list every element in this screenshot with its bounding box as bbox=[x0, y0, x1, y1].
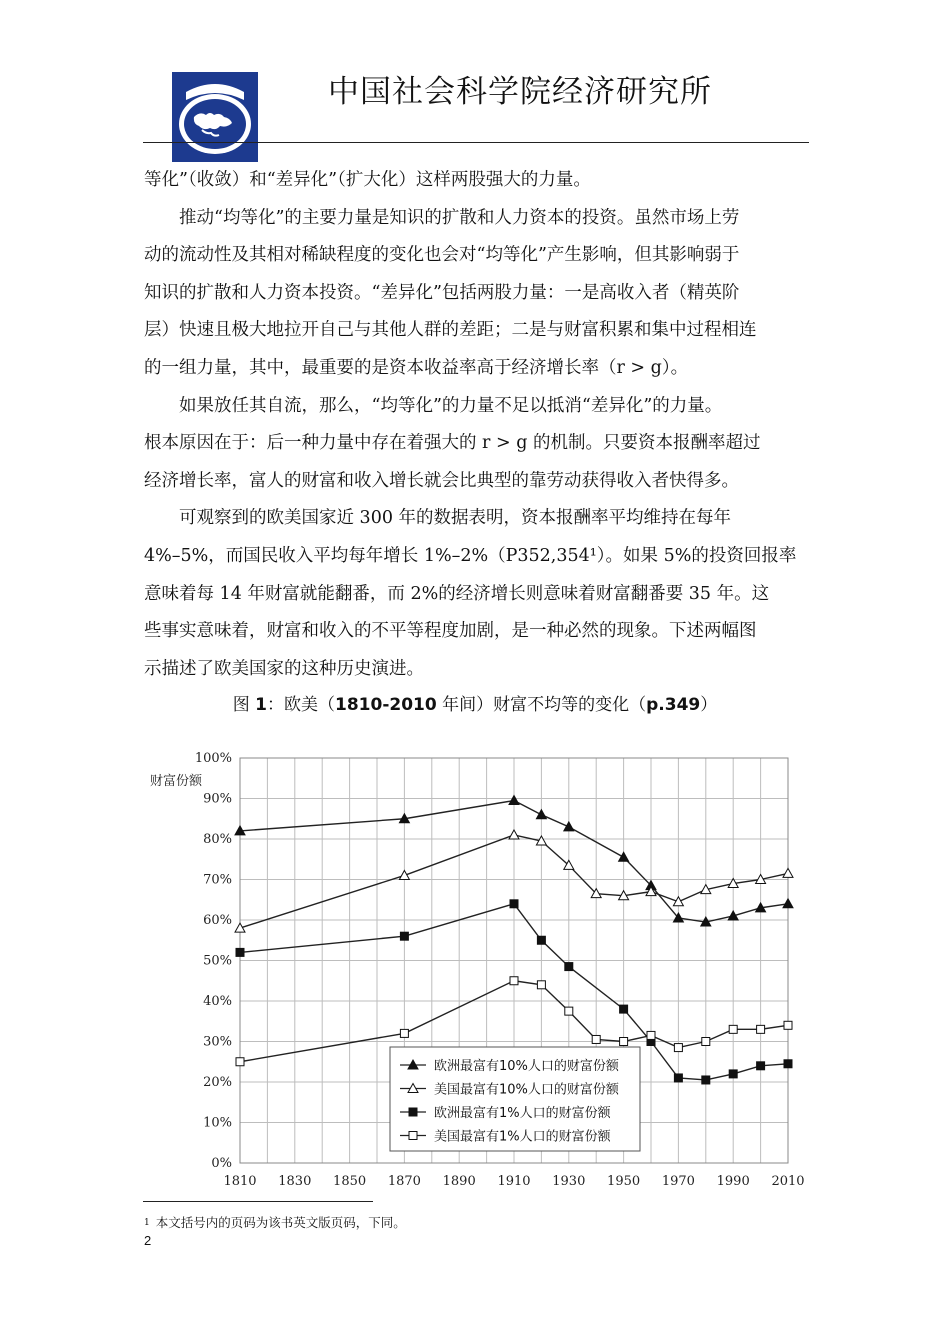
data-point bbox=[509, 796, 519, 805]
caption-end: ） bbox=[700, 695, 718, 715]
footnote-divider bbox=[143, 1201, 373, 1202]
y-tick-label: 50% bbox=[203, 953, 232, 969]
x-tick-label: 1970 bbox=[661, 1174, 695, 1189]
y-axis-label: 财富份额 bbox=[150, 774, 203, 789]
text-line: 如果放任其自流，那么，“均等化”的力量不足以抵消“差异化”的力量。 bbox=[179, 395, 723, 416]
institute-logo bbox=[172, 72, 258, 162]
footnote-mark: 1 bbox=[144, 1218, 150, 1228]
data-point bbox=[620, 1038, 628, 1046]
footnote bbox=[144, 1213, 406, 1231]
data-point bbox=[702, 1038, 710, 1046]
legend-marker bbox=[409, 1132, 417, 1140]
data-point bbox=[536, 810, 546, 819]
y-tick-label: 80% bbox=[203, 832, 232, 847]
data-point bbox=[757, 1025, 765, 1033]
data-point bbox=[565, 963, 573, 971]
x-tick-label: 1870 bbox=[387, 1174, 421, 1189]
page-number: 2 bbox=[144, 1233, 152, 1248]
data-point bbox=[400, 1029, 408, 1037]
wealth-inequality-chart bbox=[140, 740, 820, 1200]
y-tick-label: 30% bbox=[203, 1034, 232, 1050]
footnote-text: 本文括号内的页码为该书英文版页码，下同。 bbox=[155, 1215, 406, 1230]
y-tick-label: 90% bbox=[203, 791, 232, 807]
data-point bbox=[537, 981, 545, 989]
x-tick-label: 1810 bbox=[223, 1174, 257, 1189]
text-line: 层）快速且极大地拉开自己与其他人群的差距；二是与财富积累和集中过程相连 bbox=[144, 320, 757, 341]
legend-label: 美国最富有10%人口的财富份额 bbox=[434, 1082, 619, 1098]
y-tick-label: 70% bbox=[203, 872, 232, 888]
legend-label: 美国最富有1%人口的财富份额 bbox=[434, 1129, 611, 1145]
paragraph bbox=[144, 162, 808, 200]
x-tick-label: 1990 bbox=[716, 1174, 750, 1189]
text-line: 些事实意味着，财富和收入的不平等程度加剧，是一种必然的现象。下述两幅图 bbox=[144, 621, 757, 642]
caption-page: p.349 bbox=[646, 695, 701, 715]
data-point bbox=[510, 977, 518, 985]
figure-caption bbox=[0, 690, 950, 715]
data-point bbox=[673, 897, 683, 906]
data-point bbox=[729, 1070, 737, 1078]
text-line: 根本原因在于：后一种力量中存在着强大的 r > g 的机制。只要资本报酬率超过 bbox=[144, 433, 761, 454]
legend-label: 欧洲最富有1%人口的财富份额 bbox=[434, 1106, 611, 1121]
legend-marker bbox=[409, 1108, 417, 1116]
data-point bbox=[784, 1021, 792, 1029]
data-point bbox=[400, 932, 408, 940]
y-tick-label: 40% bbox=[203, 994, 232, 1009]
paragraph bbox=[144, 500, 808, 688]
data-point bbox=[757, 1062, 765, 1070]
y-tick-label: 10% bbox=[203, 1115, 232, 1131]
y-tick-label: 20% bbox=[203, 1075, 232, 1090]
caption-text: ：欧美（ bbox=[267, 695, 336, 715]
y-tick-label: 60% bbox=[203, 913, 232, 928]
y-tick-label: 100% bbox=[194, 751, 232, 766]
data-point bbox=[783, 868, 793, 877]
text-line: 知识的扩散和人力资本投资。“差异化”包括两股力量：一是高收入者（精英阶 bbox=[144, 282, 740, 303]
data-point bbox=[702, 1076, 710, 1084]
paragraph bbox=[144, 200, 808, 388]
header-divider bbox=[143, 142, 809, 143]
caption-text-2: 年间）财富不均等的变化（ bbox=[436, 695, 647, 715]
data-point bbox=[729, 1025, 737, 1033]
institute-name: 中国社会科学院经济研究所 bbox=[328, 74, 712, 110]
data-point bbox=[619, 852, 629, 861]
x-tick-label: 1830 bbox=[278, 1174, 312, 1189]
x-tick-label: 1910 bbox=[497, 1174, 531, 1189]
caption-number: 1 bbox=[255, 695, 268, 715]
x-tick-label: 2010 bbox=[771, 1174, 805, 1189]
data-point bbox=[537, 936, 545, 944]
text-line: 意味着每 14 年财富就能翻番，而 2%的经济增长则意味着财富翻番要 35 年。这 bbox=[144, 583, 770, 604]
x-tick-label: 1930 bbox=[552, 1174, 586, 1189]
text-line: 动的流动性及其相对稀缺程度的变化也会对“均等化”产生影响，但其影响弱于 bbox=[144, 245, 740, 266]
caption-prefix: 图 bbox=[232, 695, 256, 715]
text-line: 等化”（收敛）和“差异化”（扩大化）这样两股强大的力量。 bbox=[144, 170, 591, 190]
text-line: 经济增长率，富人的财富和收入增长就会比典型的靠劳动获得收入者快得多。 bbox=[144, 470, 739, 491]
data-point bbox=[564, 822, 574, 831]
paragraph bbox=[144, 388, 808, 501]
data-point bbox=[784, 1060, 792, 1068]
data-point bbox=[647, 1031, 655, 1039]
text-line: 示描述了欧美国家的这种历史演进。 bbox=[144, 658, 424, 679]
x-tick-label: 1850 bbox=[333, 1174, 367, 1189]
data-point bbox=[674, 1044, 682, 1052]
data-point bbox=[674, 1074, 682, 1082]
data-point bbox=[592, 1035, 600, 1043]
data-point bbox=[509, 830, 519, 839]
x-tick-label: 1950 bbox=[607, 1174, 641, 1189]
text-line: 可观察到的欧美国家近 300 年的数据表明，资本报酬率平均维持在每年 bbox=[179, 508, 732, 529]
data-point bbox=[236, 1058, 244, 1066]
text-line: 的一组力量，其中，最重要的是资本收益率高于经济增长率（r > g）。 bbox=[144, 357, 689, 378]
data-point bbox=[510, 900, 518, 908]
data-point bbox=[620, 1005, 628, 1013]
data-point bbox=[783, 899, 793, 908]
text-line: 4%–5%，而国民收入平均每年增长 1%–2%（P352,354¹）。如果 5%的投资回报率 bbox=[144, 545, 797, 566]
data-point bbox=[565, 1007, 573, 1015]
text-line: 推动“均等化”的主要力量是知识的扩散和人力资本的投资。虽然市场上劳 bbox=[179, 207, 740, 228]
data-point bbox=[236, 948, 244, 956]
y-tick-label: 0% bbox=[211, 1156, 232, 1171]
x-tick-label: 1890 bbox=[442, 1174, 476, 1189]
legend-label: 欧洲最富有10%人口的财富份额 bbox=[434, 1059, 619, 1074]
data-point bbox=[399, 870, 409, 879]
caption-years: 1810-2010 bbox=[335, 695, 437, 715]
document-body bbox=[144, 162, 808, 688]
